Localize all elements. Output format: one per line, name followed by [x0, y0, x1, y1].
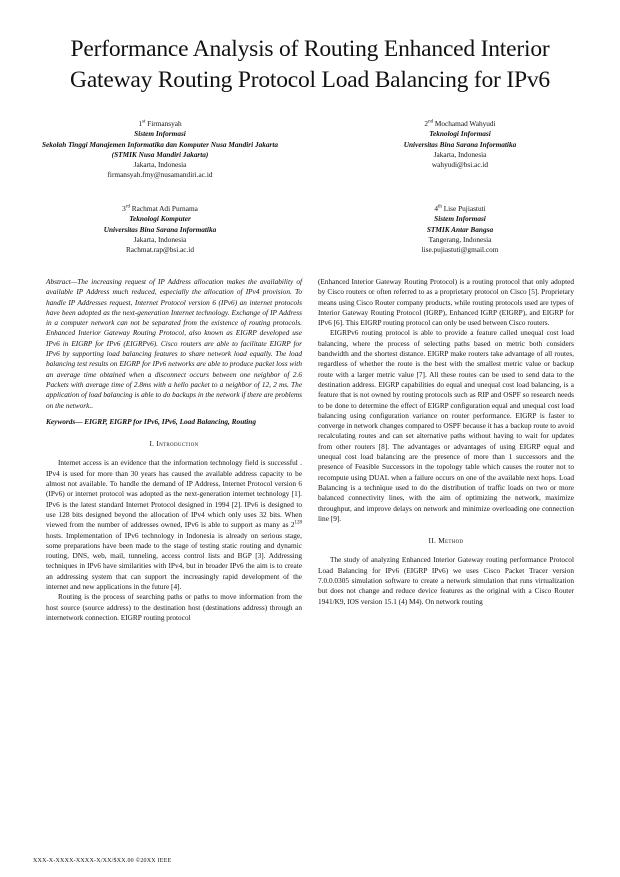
method-paragraph-1: The study of analyzing Enhanced Interior Gateway routing performance Protocol Load Balancing for IPv6 (EIGRP IPv6) we uses Cisco Packet Tracer version 7.0.0.0305 simulation software to create a network simulation that runs virtualization but does not change and reduce device features as the original with a Cisco Router 1941/K9, IOS version 15.1 (4) M4). On network routing [318, 555, 574, 606]
author-city: Tangerang, Indonesia [428, 234, 492, 244]
author-email: Rachmat.rap@bsi.ac.id [125, 245, 195, 255]
section-number: II. [428, 536, 437, 546]
author-name: 4th Lise Pujiastuti [434, 204, 486, 213]
paper-title: Performance Analysis of Routing Enhanced Interior Gateway Routing Protocol Load Balancing for IPv6 [70, 36, 550, 93]
keywords: Keywords— EIGRP, EIGRP for IPv6, IPv6, Load Balancing, Routing [46, 416, 257, 426]
intro-paragraph-3: (Enhanced Interior Gateway Routing Protocol) is a routing protocol that only adopted by Cisco routers or often referred to as a proprietary protocol on Cisco [5]. Proprietary means using Cisco Router company products, while routing protocols used are types of Interior Gateway Routing Protocol (IGRP), Enhanced IGRP (EIGRP), and EIGRP for IPv6 [6]. This EIGRP routing protocol can only be used between Cisco routers. [318, 277, 574, 328]
author-email: wahyudi@bsi.ac.id [431, 160, 489, 170]
author-department: Sistem Informasi [434, 214, 486, 224]
author-city: Jakarta, Indonesia [433, 149, 487, 159]
copyright-footer: XXX-X-XXXX-XXXX-X/XX/$XX.00 ©20XX IEEE [33, 858, 172, 864]
abstract: Abstract—The increasing request of IP Address allocation makes the availability of available IP Address much reduced, especially the allocation of IPv4 provision. To handle IP Addresses request, Internet Protocol version 6 (IPv6) an internet protocols have been adopted as the next-generation Internet technology. Exchange of IP Address in a computer network can not be separated from the existence of routing protocols. Enhanced Interior Gateway Routing Protocol, also known as EIGRP developed use IPv6 in EIGRP for IPv6 (EIGRPv6). Cisco routers are able to facilitate EIGRP for IPv6 by supporting load balancing features to share network load equally. The load balancing test results on EIGRP for IPv6 networks are able to produce packet loss with an average time obtained when a disconnect occurs between one neighbor of 2.6 Packets with average time of 2.8ms with a hello packet to a neighbor of 12, 2 ms. The application of load balancing is able to do backups in the network if there are problems on the network.. [46, 277, 302, 410]
author-institution: Universitas Bina Sarana Informatika [103, 224, 217, 234]
author-block-4 [360, 204, 560, 255]
author-city: Jakarta, Indonesia [133, 234, 187, 244]
author-email: firmansyah.fmy@nusamandiri.ac.id [107, 170, 213, 180]
author-name: 2nd Mochamad Wahyudi [424, 119, 496, 128]
author-name: 1st Firmansyah [138, 119, 182, 128]
right-column [318, 277, 574, 607]
author-block-1 [40, 119, 280, 181]
intro-paragraph-1: Internet access is an evidence that the information technology field is successful . IPv4 is used for more than 30 years has caused the available address capacity to be almost not available. To handle the demand of IP Address, Internet Protocol version 6 (IPv6) or internet protocol was adopted as the next-generation internet technology [1]. IPv6 is the latest standard Internet Protocol designed in 1994 [2]. IPv6 is designed to use 128 bits designed beyond the allocation of IPv4 which only uses 32 bits. When viewed from the number of addresses owned, IPv6 is able to support as many as $2^{128}$ hosts. Implementation of IPv6 technology in Indonesia is already on serious stage, some preparations have been made to the stage of testing static routing and dynamic routing, DNS, web, mail, tunneling, access control lists and BGP [3]. Addressing techniques in IPv6 have similarities with IPv4, but in broader IPv6 the aim is to create an addressing system that can support the increasingly rapid development of the internet and new applications in the future [4]. [46, 458, 302, 592]
author-department: Teknologi Komputer [129, 214, 191, 224]
author-block-3 [60, 204, 260, 255]
section-heading-method [318, 536, 574, 546]
section-number: I. [149, 439, 155, 449]
author-department: Sistem Informasi [134, 129, 186, 139]
author-institution: STMIK Antar Bangsa [426, 224, 494, 234]
author-block-2 [340, 119, 580, 170]
author-email: lise.pujiastuti@gmail.com [421, 245, 499, 255]
intro-paragraph-2: Routing is the process of searching paths or paths to move information from the host source (source address) to the destination host (destinations address) through an internetwork connection. EIGRP routing protocol [46, 592, 302, 622]
intro-paragraph-4: EIGRPv6 routing protocol is able to provide a feature called unequal cost load balancing, where the process of selecting paths based on metric both considers bandwidth and the shortest distance. EIGRP make routers take advantage of all routes, regardless of whether the route is the best with the smallest metric value or backup route with a larger metric value [7]. All these routes can be used to send data to the destination address. EIGRP capabilities do equal and unequal cost load balancing, is a feature that is not owned by routing protocols such as RIP and OSPF so research needs to be done to determine the effect of EIGRP configuration equal and unequal cost load balancing using configuration variance on router performance. EIGRP is faster to converge in network changes compared to OSPF because it has a backup route to avoid recalculating routes and can set alternative paths without having to wait for updates from other routers [8]. The advantages or advantages of using EIGRP equal and unequal cost load balancing are the presence of more than 1 successors and the presence of Feasible Successors in the topology table which causes the router not to recompute using DUAL when a failure occurs on one of the available next hops. Load Balancing is a technique used to do the distribution of traffic loads on two or more balanced connectivity lines, with the aim of optimizing the network, maximize throughput, and improve delays on network and minimize overloading one connection line [9]. [318, 328, 574, 523]
section-title: Introduction [156, 439, 199, 449]
author-city: Jakarta, Indonesia [133, 160, 187, 170]
author-name: 3rd Rachmat Adi Purnama [122, 204, 198, 213]
author-institution: Universitas Bina Sarana Informatika [403, 139, 517, 149]
author-department: Teknologi Informasi [429, 129, 491, 139]
section-title: Method [438, 536, 464, 546]
left-column [46, 277, 302, 623]
section-heading-introduction [46, 439, 302, 449]
author-institution: Sekolah Tinggi Manajemen Informatika dan Komputer Nusa Mandiri Jakarta (STMIK Nusa Mandiri Jakarta) [41, 139, 279, 159]
